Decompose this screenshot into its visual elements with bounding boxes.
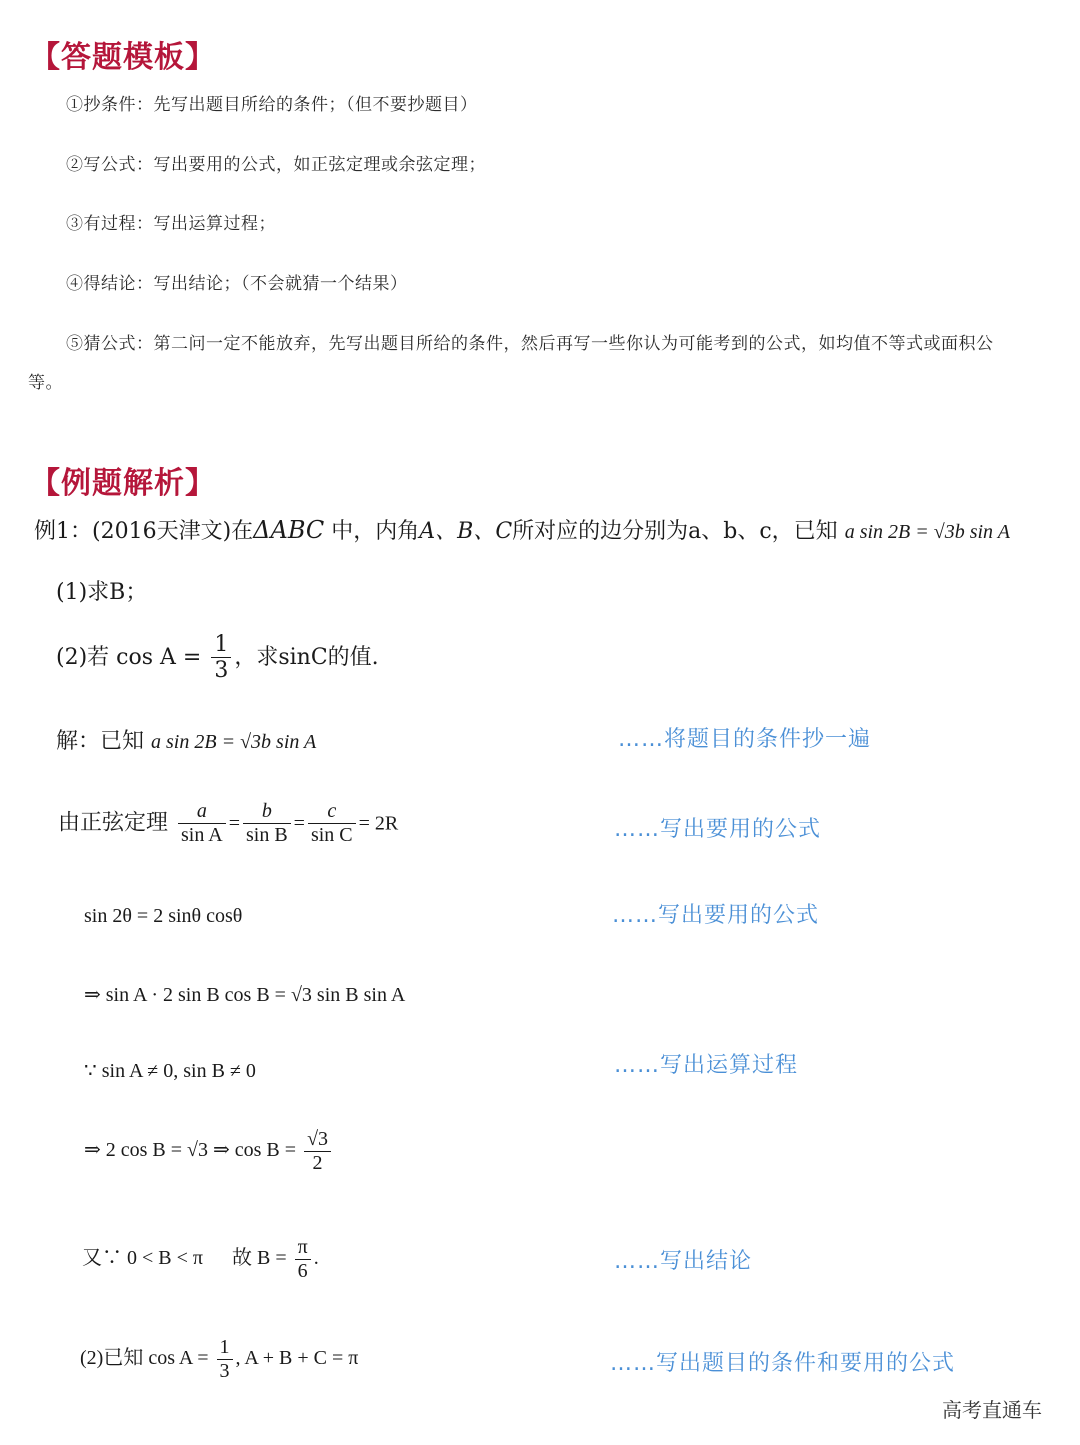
- frac-b-num: b: [243, 800, 291, 824]
- q2-suffix: ，求sinC的值.: [234, 644, 379, 670]
- solution-line-8: [80, 1336, 358, 1383]
- note-write-conclusion: ……写出结论: [614, 1249, 753, 1274]
- note-write-formula-2: ……写出要用的公式: [612, 903, 820, 928]
- template-step-5: ⑤猜公式：第二问一定不能放弃，先写出题目所给的条件，然后再写一些你认为可能考到的公式，如均值不等式或面积公: [66, 334, 994, 354]
- sol-l1-math: a sin 2B = √3b sin A: [151, 731, 317, 753]
- watermark: 高考直通车: [942, 1398, 1042, 1422]
- sol-l8-den: 3: [219, 1360, 230, 1382]
- template-step-2: ②写公式：写出要用的公式，如正弦定理或余弦定理；: [66, 155, 486, 175]
- sol-l1-prefix: 解：已知: [56, 729, 145, 754]
- note-conditions-and-formula: ……写出题目的条件和要用的公式: [610, 1351, 956, 1376]
- q2-numerator: 1: [211, 632, 231, 658]
- frac-c-den: sin C: [310, 824, 353, 846]
- q2-denominator: 3: [214, 658, 229, 684]
- sine-law-frac-a: [178, 800, 226, 847]
- sol-l7-den: 6: [297, 1260, 308, 1282]
- sol-l7-fraction: [295, 1236, 311, 1283]
- sol-l7-num: π: [295, 1236, 311, 1260]
- template-step-3: ③有过程：写出运算过程；: [66, 214, 276, 234]
- intro-end: 所对应的边分别为a、b、c，已知: [512, 519, 838, 544]
- sine-law-frac-c: [308, 800, 356, 847]
- template-heading: 【答题模板】: [30, 40, 216, 75]
- intro-text: 例1：(2016天津文)在: [34, 519, 254, 544]
- solution-line-3: sin 2θ = 2 sinθ cosθ: [84, 905, 243, 927]
- sine-law-frac-b: [243, 800, 291, 847]
- sol-l6-fraction: [304, 1128, 331, 1175]
- example-heading: 【例题解析】: [30, 466, 216, 501]
- note-write-formula-1: ……写出要用的公式: [614, 817, 822, 842]
- solution-line-2: [58, 800, 398, 847]
- sol-l7-end: .: [313, 1247, 319, 1270]
- given-condition: a sin 2B = √3b sin A: [844, 521, 1010, 543]
- sol-l7-prefix: 又∵ 0 < B < π: [82, 1247, 203, 1270]
- sol-l7-gu: 故 B =: [232, 1247, 287, 1270]
- sol-l6-prefix: ⇒ 2 cos B = √3 ⇒ cos B =: [84, 1139, 297, 1162]
- sol-l2-end: = 2R: [358, 812, 399, 835]
- solution-line-5: ∵ sin A ≠ 0, sin B ≠ 0: [84, 1060, 256, 1082]
- solution-line-4: ⇒ sin A · 2 sin B cos B = √3 sin B sin A: [84, 984, 406, 1006]
- sol-l6-num: √3: [304, 1128, 331, 1152]
- frac-a-num: a: [178, 800, 226, 824]
- sol-l8-end: , A + B + C = π: [235, 1347, 359, 1370]
- note-copy-conditions: ……将题目的条件抄一遍: [618, 727, 872, 752]
- eq-sign-2: =: [293, 812, 305, 835]
- sol-l6-den: 2: [312, 1152, 323, 1174]
- frac-b-den: sin B: [245, 824, 288, 846]
- example-intro: [34, 514, 1010, 545]
- solution-line-6: [84, 1128, 334, 1175]
- note-write-process: ……写出运算过程: [614, 1053, 799, 1078]
- sol-l2-prefix: 由正弦定理: [58, 810, 169, 836]
- frac-c-num: c: [308, 800, 356, 824]
- sol-l8-prefix: (2)已知 cos A =: [80, 1347, 209, 1370]
- solution-line-1: [56, 724, 316, 755]
- eq-sign-1: =: [228, 812, 240, 835]
- question-1: (1)求B；: [56, 580, 148, 605]
- sol-l8-fraction: [217, 1336, 233, 1383]
- template-step-1: ①抄条件：先写出题目所给的条件；（但不要抄题目）: [66, 95, 478, 115]
- template-step-4: ④得结论：写出结论；（不会就猜一个结果）: [66, 274, 408, 294]
- intro-mid: 中，内角: [324, 519, 420, 544]
- template-step-5-continuation: 等。: [28, 373, 63, 393]
- question-2: [56, 632, 379, 684]
- solution-line-7: [82, 1236, 319, 1283]
- frac-a-den: sin A: [181, 824, 223, 846]
- q2-fraction: [211, 632, 231, 684]
- angles-label: A、B、C: [419, 519, 513, 544]
- sol-l8-num: 1: [217, 1336, 233, 1360]
- q2-prefix: (2)若 cos A =: [56, 644, 202, 670]
- triangle-label: ΔABC: [253, 516, 325, 544]
